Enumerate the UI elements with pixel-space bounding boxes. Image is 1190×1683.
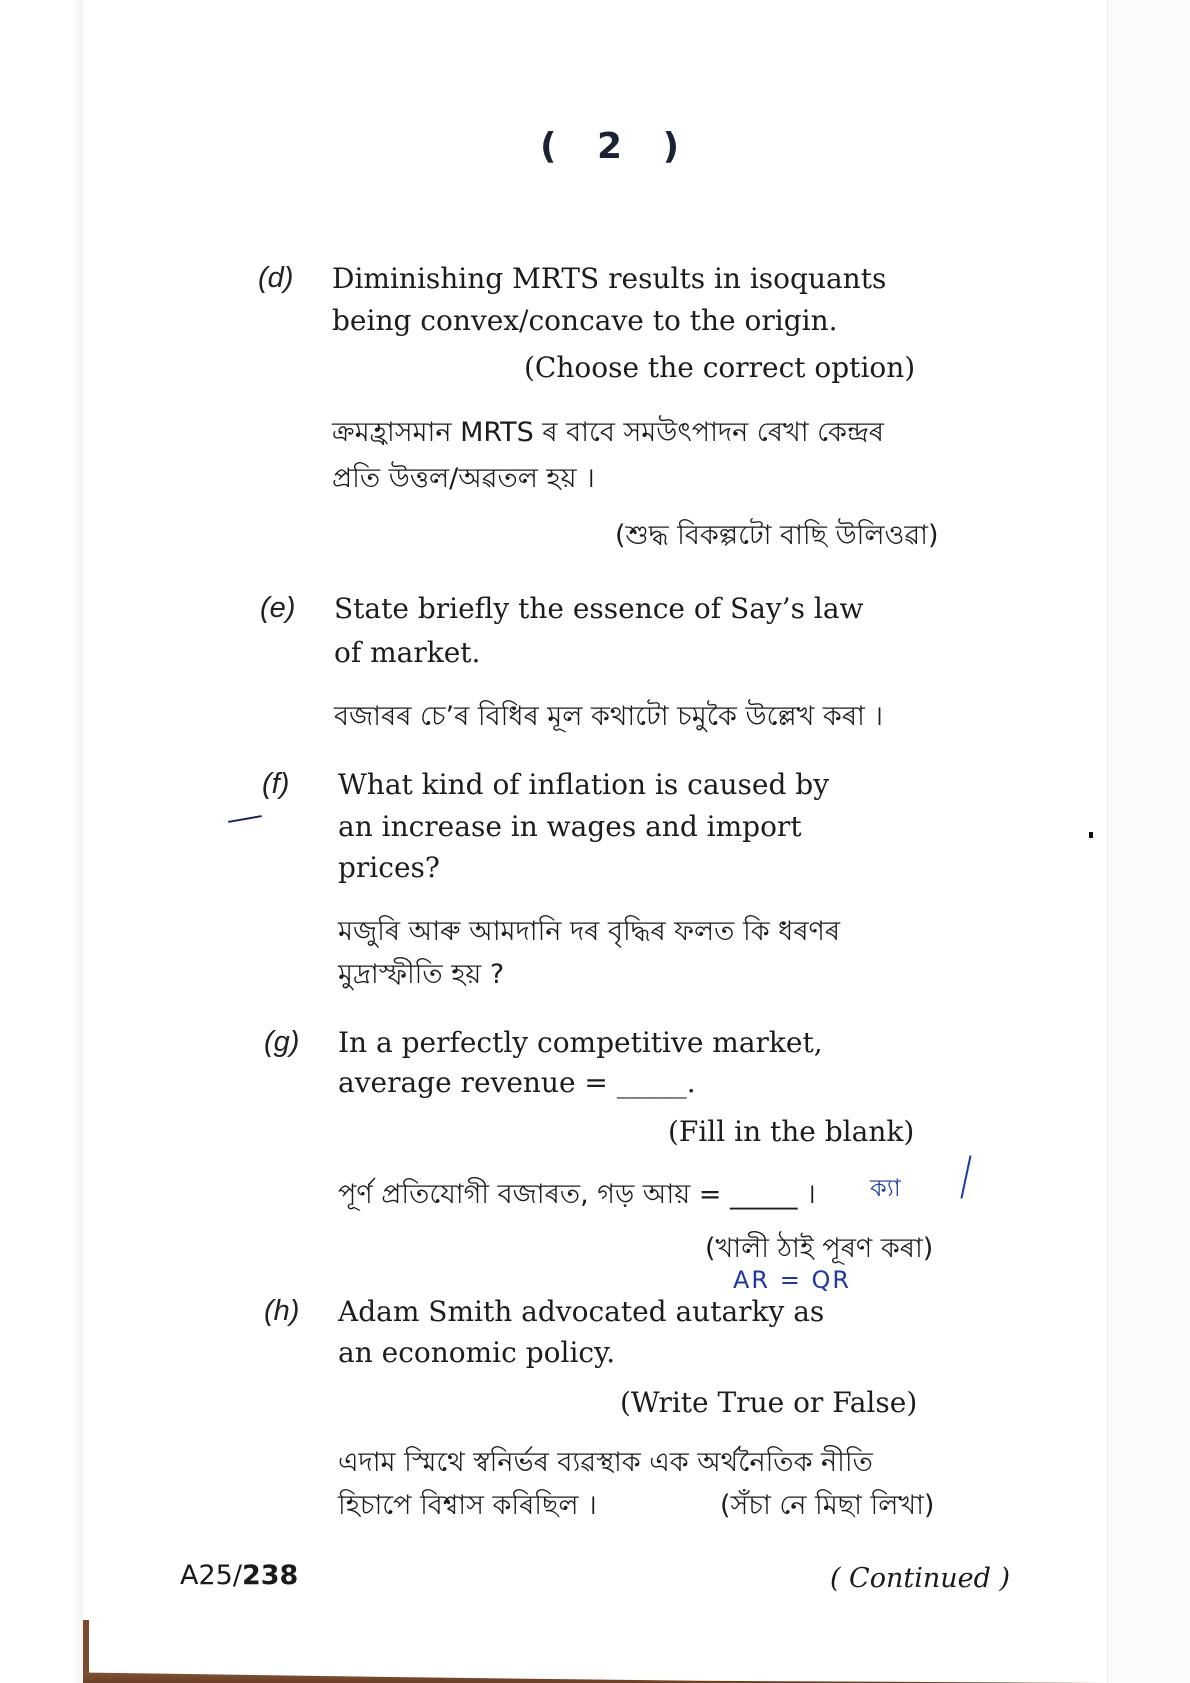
question-d-line-2: being convex/concave to the origin. (332, 304, 838, 337)
continued-label: ( Continued ) (829, 1563, 1010, 1594)
page-number: ( 2 ) (540, 126, 694, 167)
question-d-assamese-1: ক্ৰমহ্ৰাসমান MRTS ৰ বাবে সমউৎপাদন ৰেখা কেন্দ্ৰৰ (332, 417, 884, 448)
question-h-assamese-2: হিচাপে বিশ্বাস কৰিছিল । (338, 1490, 597, 1521)
question-h-assamese-instruction: (সঁচা নে মিছা লিখা) (720, 1490, 935, 1521)
question-label-d: (d) (258, 262, 294, 294)
paper-code (180, 1560, 298, 1591)
left-margin (0, 0, 83, 1683)
question-g-line-2: average revenue = _____. (338, 1066, 696, 1099)
question-label-e: (e) (260, 592, 296, 624)
question-g-assamese-1: পূৰ্ণ প্ৰতিযোগী বজাৰত, গড় আয় = _____ । (338, 1179, 816, 1210)
question-g-line-1: In a perfectly competitive market, (338, 1026, 823, 1059)
question-h-line-1: Adam Smith advocated autarky as (338, 1295, 825, 1328)
paper-code-number: 238 (241, 1560, 299, 1591)
question-e-line-1: State briefly the essence of Say’s law (334, 592, 864, 625)
question-d-assamese-2: প্ৰতি উত্তল/অৱতল হয় । (332, 463, 595, 494)
question-d-line-1 (332, 262, 950, 295)
question-label-f: (f) (262, 768, 290, 800)
question-f-line-2: an increase in wages and import (338, 810, 802, 843)
question-e-line-2: of market. (334, 636, 481, 669)
question-label-g: (g) (264, 1026, 300, 1058)
question-g-instruction: (Fill in the blank) (668, 1115, 915, 1148)
question-h-line-2: an economic policy. (338, 1336, 616, 1369)
question-e-assamese-1: বজাৰৰ চে’ৰ বিধিৰ মূল কথাটো চমুকৈ উল্লেখ কৰা । (334, 701, 884, 732)
question-d-instruction: (Choose the correct option) (524, 351, 916, 384)
question-f-line-1: What kind of inflation is caused by (338, 768, 830, 801)
ink-dot (1089, 832, 1093, 838)
question-d-text-1: Diminishing MRTS results in isoquants (332, 262, 887, 295)
handwritten-answer: AR = QR (733, 1266, 852, 1294)
question-h-instruction: (Write True or False) (620, 1386, 918, 1419)
question-f-assamese-2: মুদ্ৰাস্ফীতি হয় ? (338, 959, 505, 990)
handwritten-scribble: ক্যা (870, 1174, 901, 1202)
question-h-assamese-1: এদাম স্মিথে স্বনিৰ্ভৰ ব্যৱস্থাক এক অৰ্থনৈতিক নীতি (338, 1447, 873, 1478)
paper-code-prefix: A25/ (180, 1560, 242, 1591)
right-margin (1107, 0, 1190, 1683)
question-f-assamese-1: মজুৰি আৰু আমদানি দৰ বৃদ্ধিৰ ফলত কি ধৰণৰ (338, 916, 841, 947)
question-g-assamese-instruction: (খালী ঠাই পূৰণ কৰা) (705, 1233, 934, 1264)
question-f-line-3: prices? (338, 851, 440, 884)
question-d-assamese-instruction: (শুদ্ধ বিকল্পটো বাছি উলিওৱা) (615, 520, 939, 551)
question-label-h: (h) (264, 1295, 300, 1327)
